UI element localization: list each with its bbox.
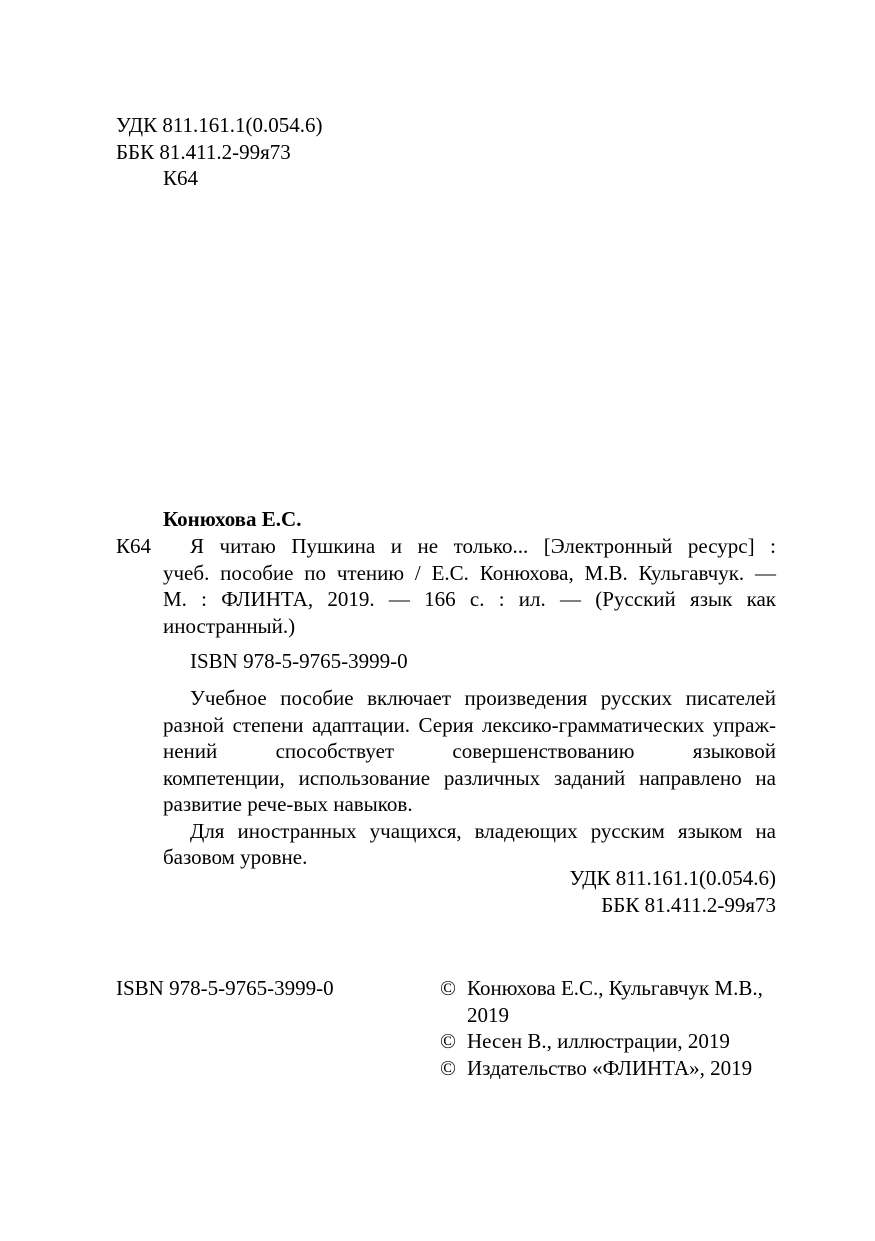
copyright-text: Издательство «ФЛИНТА», 2019 <box>467 1055 753 1080</box>
copyright-item <box>440 1028 776 1055</box>
header-classification-codes <box>116 112 323 192</box>
footer-isbn: ISBN 978-5-9765-3999-0 <box>116 976 334 1000</box>
annotation-line: базовом уровне. <box>163 845 308 869</box>
copyright-symbol: © <box>440 1055 456 1080</box>
citation-line: Я читаю Пушкина и не только... [Электронный ресурс] : <box>190 534 776 558</box>
citation-line: учеб. пособие по чтению / Е.С. Конюхова, М.В. Кульгавчук. — <box>163 560 776 585</box>
copyright-text: Несен В., иллюстрации, 2019 <box>467 1029 730 1053</box>
catalog-citation <box>163 533 776 639</box>
catalog-udk-code: УДК 811.161.1(0.054.6) <box>569 866 776 890</box>
header-author-mark: К64 <box>163 166 199 190</box>
catalog-bbk-code: ББК 81.411.2-99я73 <box>601 892 776 917</box>
citation-line: иностранный.) <box>163 613 296 638</box>
annotation-line: нений способствует совершенствованию языковой <box>163 739 776 763</box>
copyright-item <box>440 975 776 1028</box>
annotation-line: компетенции, использование различных заданий направлено на <box>163 765 776 790</box>
catalog-classification-codes <box>163 865 776 918</box>
header-bbk-code: ББК 81.411.2-99я73 <box>116 139 291 164</box>
copyright-text: Конюхова Е.С., Кульгавчук М.В., 2019 <box>467 976 763 1027</box>
catalog-isbn: ISBN 978-5-9765-3999-0 <box>190 649 408 673</box>
citation-line: М. : ФЛИНТА, 2019. — 166 с. : ил. — (Русский язык как <box>163 587 776 611</box>
annotation-line: Учебное пособие включает произведения русских писателей <box>190 686 776 710</box>
header-udk-code: УДК 811.161.1(0.054.6) <box>116 113 323 137</box>
copyright-list <box>440 975 776 1081</box>
copyright-item <box>440 1055 776 1082</box>
annotation-line: разной степени адаптации. Серия лексико-грамматических упраж- <box>163 712 776 737</box>
catalog-author: Конюхова Е.С. <box>163 507 302 531</box>
annotation-line: развитие рече-вых навыков. <box>163 792 413 816</box>
catalog-author-mark: К64 <box>116 534 152 558</box>
copyright-symbol: © <box>440 976 456 1000</box>
annotation-line: Для иностранных учащихся, владеющих русским языком на <box>190 818 776 843</box>
copyright-symbol: © <box>440 1029 456 1053</box>
catalog-annotation <box>163 685 776 871</box>
